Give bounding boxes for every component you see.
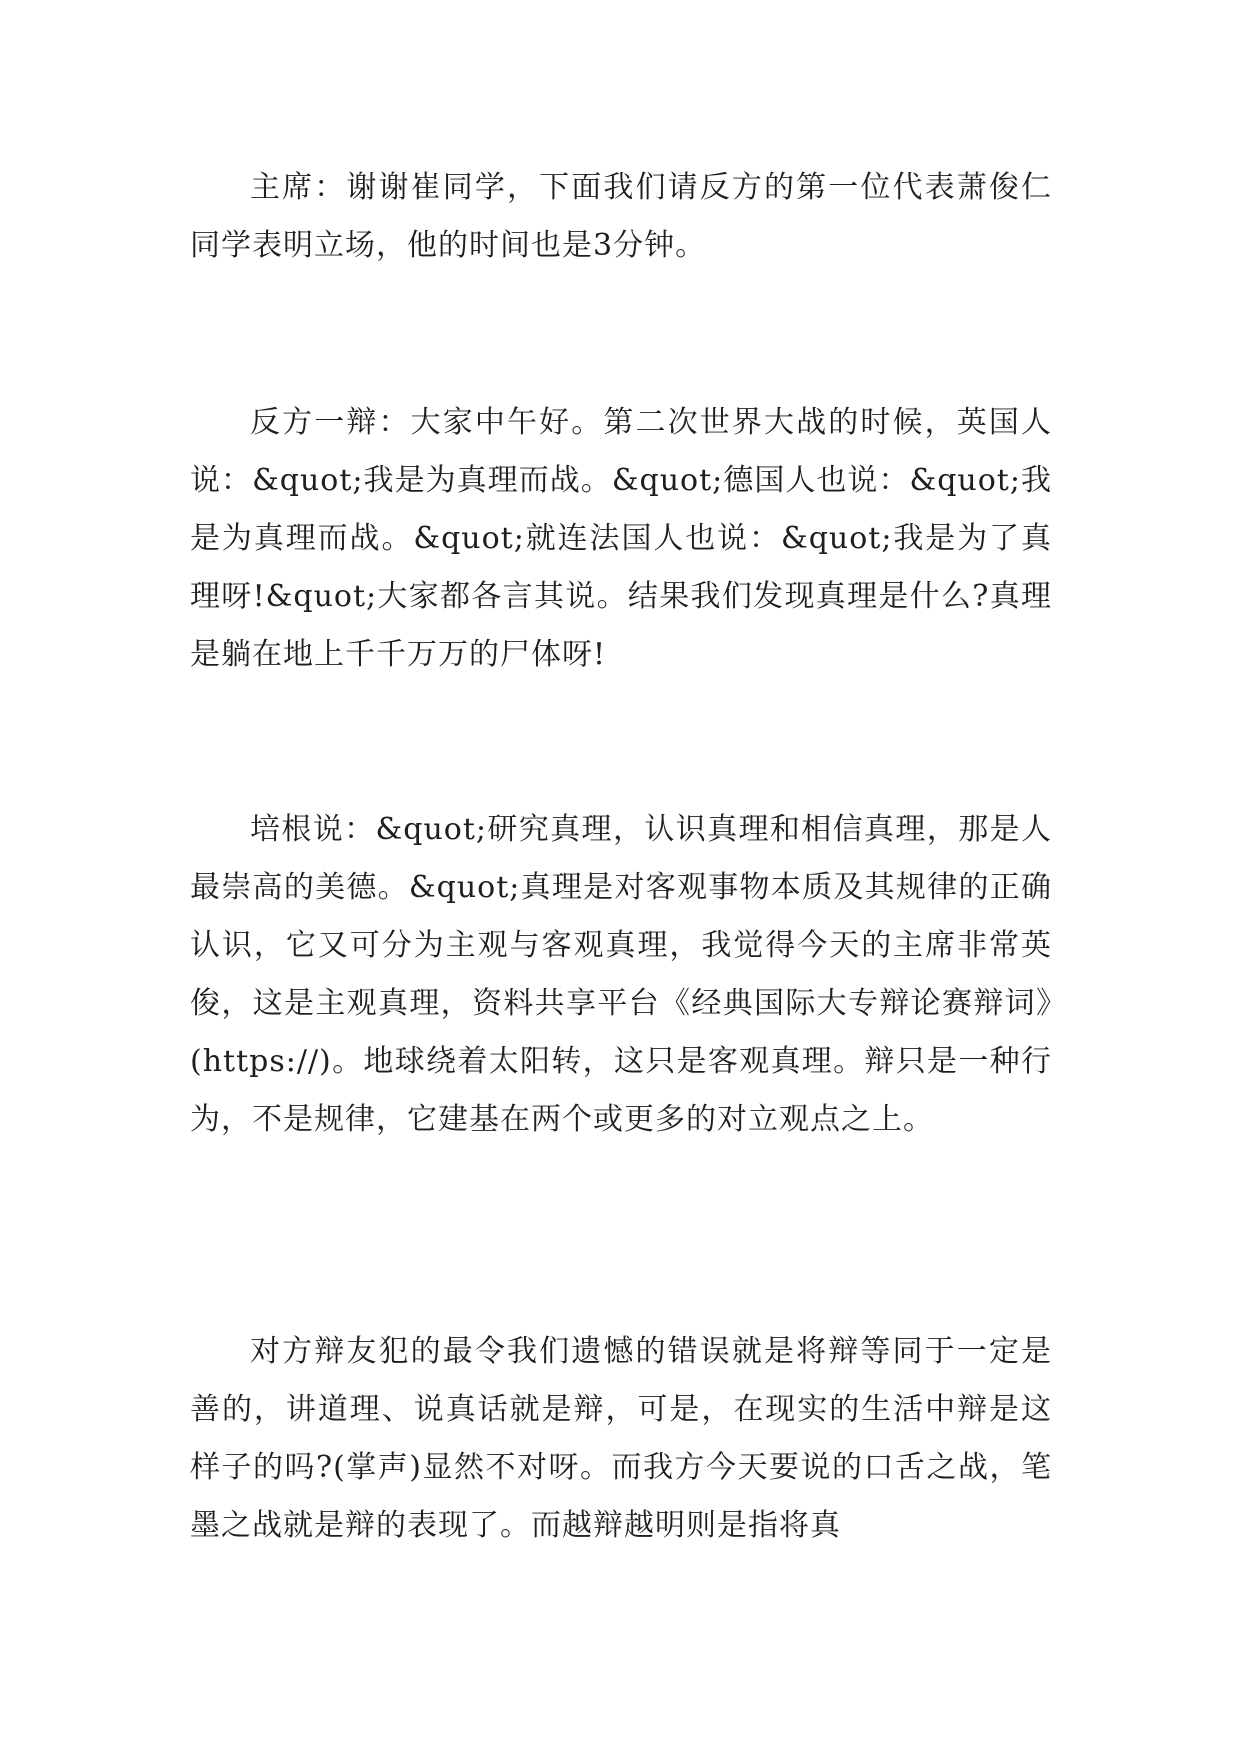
paragraph-bacon-quote: 培根说：&quot;研究真理，认识真理和相信真理，那是人最崇高的美德。&quot;真理是对客观事物本质及其规律的正确认识，它又可分为主观与客观真理，我觉得今天的主席非常英俊，这是主观真理，资料共享平台《经典国际大专辩论赛辩词》(https://)。地球绕着太阳转，这只是客观真理。辩只是一种行为，不是规律，它建基在两个或更多的对立观点之上。: [190, 812, 1052, 1137]
paragraph-chair-introduction: 主席：谢谢崔同学，下面我们请反方的第一位代表萧俊仁同学表明立场，他的时间也是3分钟。: [190, 170, 1052, 263]
paragraph-opposition-first-speaker: 反方一辩：大家中午好。第二次世界大战的时候，英国人说：&quot;我是为真理而战。&quot;德国人也说：&quot;我是为真理而战。&quot;就连法国人也说：&quot;我是为了真理呀!&quot;大家都各言其说。结果我们发现真理是什么?真理是躺在地上千千万万的尸体呀!: [190, 405, 1052, 672]
paragraph-rebuttal: 对方辩友犯的最令我们遗憾的错误就是将辩等同于一定是善的，讲道理、说真话就是辩，可是，在现实的生活中辩是这样子的吗?(掌声)显然不对呀。而我方今天要说的口舌之战，笔墨之战就是辩的表现了。而越辩越明则是指将真: [190, 1334, 1052, 1543]
